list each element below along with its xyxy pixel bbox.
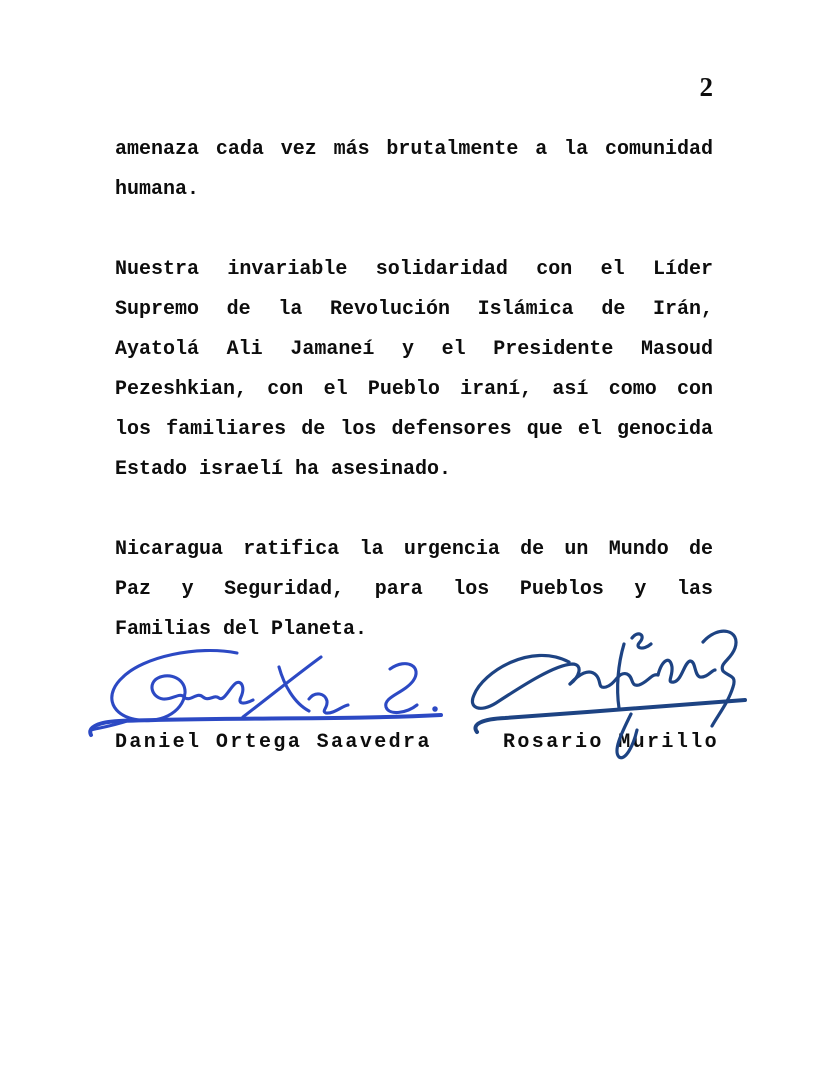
text-line: Nuestra invariable solidaridad con el Líder — [115, 258, 713, 281]
paragraph — [115, 530, 713, 650]
text-line: amenaza cada vez más brutalmente a la comunidad — [115, 138, 713, 161]
text-line: Pezeshkian, con el Pueblo iraní, así como con — [115, 378, 713, 401]
text-line: los familiares de los defensores que el genocida — [115, 418, 713, 441]
text-line: Familias del Planeta. — [115, 618, 368, 641]
signatory-name-daniel-ortega: Daniel Ortega Saavedra — [115, 731, 432, 754]
document-body — [115, 130, 720, 758]
signatory-names — [115, 728, 720, 758]
text-line: Paz y Seguridad, para los Pueblos y las — [115, 578, 713, 601]
page-number: 2 — [699, 72, 713, 102]
paragraph — [115, 130, 713, 210]
daniel-ortega-signature-strokes — [90, 650, 441, 735]
text-line: humana. — [115, 178, 200, 201]
signature-area — [115, 650, 713, 728]
text-line: Estado israelí ha asesinado. — [115, 458, 452, 481]
text-line: Supremo de la Revolución Islámica de Irán, — [115, 298, 713, 321]
paragraph — [115, 250, 713, 490]
text-line: Ayatolá Ali Jamaneí y el Presidente Masoud — [115, 338, 713, 361]
text-line: Nicaragua ratifica la urgencia de un Mundo de — [115, 538, 713, 561]
signatory-name-rosario-murillo: Rosario Murillo — [503, 731, 720, 754]
